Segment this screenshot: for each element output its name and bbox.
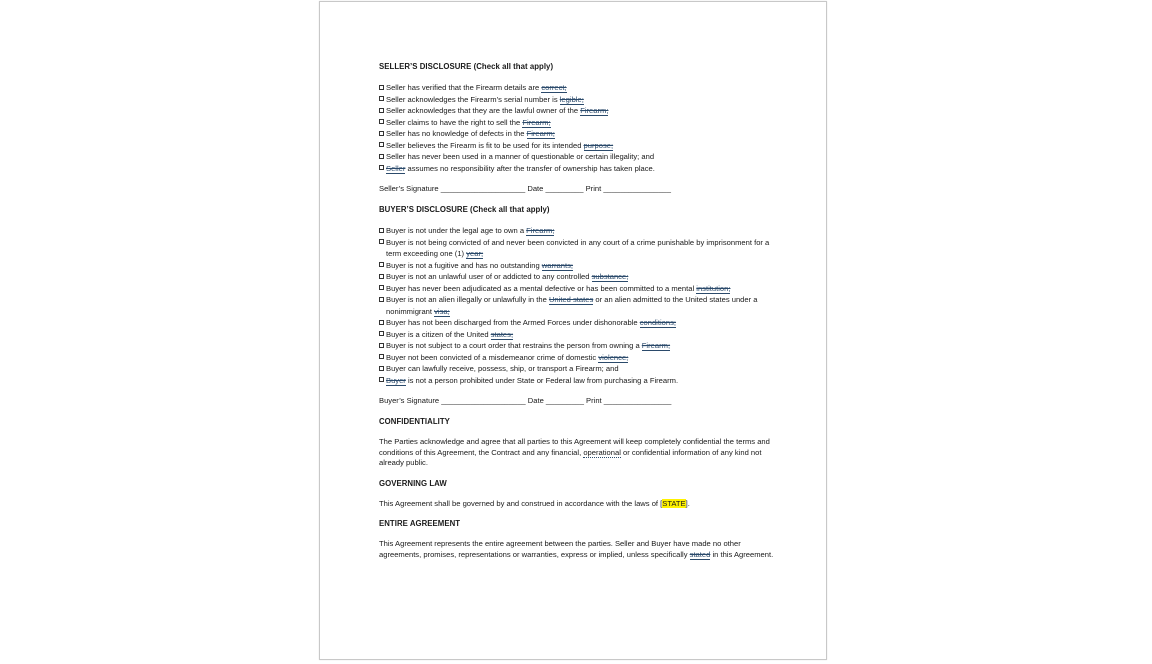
checkbox-icon[interactable] (379, 239, 384, 244)
checkbox-icon[interactable] (379, 377, 384, 382)
item-text-after: assumes no responsibility after the transfer of ownership has taken place. (405, 163, 655, 173)
spelling-flag[interactable]: operational (583, 447, 621, 457)
tracked-change[interactable]: Firearm; (522, 117, 551, 127)
tracked-change[interactable]: Firearm; (526, 129, 555, 138)
checkbox-icon[interactable] (379, 366, 384, 371)
page-content (379, 61, 774, 570)
checkbox-icon[interactable] (379, 85, 384, 90)
buyer-checkbox-item (379, 283, 774, 295)
tracked-change[interactable]: Firearm; (580, 106, 609, 115)
entire-agreement-paragraph (379, 539, 774, 560)
tracked-change[interactable]: conditions; (639, 318, 677, 327)
buyer-checkbox-item (379, 375, 774, 387)
checkbox-icon[interactable] (379, 228, 384, 233)
seller-checkbox-item (379, 105, 774, 117)
buyer-checkbox-item (379, 352, 774, 364)
checkbox-icon[interactable] (379, 108, 384, 113)
item-text: Buyer is a citizen of the United (386, 329, 491, 339)
checkbox-icon[interactable] (379, 262, 384, 267)
buyer-checkbox-item (379, 329, 774, 341)
item-text: Buyer is not being convicted of and never been convicted in any court of a crime punishable by imprisonment for a term exceeding one (1) (386, 237, 770, 258)
checkbox-icon[interactable] (379, 354, 384, 359)
tracked-change[interactable]: Firearm; (641, 341, 671, 350)
buyer-checkbox-item (379, 294, 774, 317)
tracked-change[interactable]: stated (689, 549, 711, 559)
confidentiality-paragraph (379, 437, 774, 469)
seller-checkbox-item (379, 140, 774, 152)
seller-checkbox-item (379, 94, 774, 106)
item-text: Seller acknowledges that they are the lawful owner of the (386, 106, 581, 115)
seller-checkbox-item (379, 117, 774, 129)
checkbox-icon[interactable] (379, 119, 384, 124)
buyer-checkbox-item (379, 271, 774, 283)
item-text: Buyer not been convicted of a misdemeanor crime of domestic (386, 352, 599, 362)
checkbox-icon[interactable] (379, 320, 384, 325)
checkbox-icon[interactable] (379, 96, 384, 101)
item-text: Seller has verified that the Firearm details are (386, 83, 542, 92)
buyer-checkbox-item (379, 363, 774, 375)
tracked-change[interactable]: Seller (386, 163, 406, 173)
governing-law-text-1: This Agreement shall be governed by and construed in accordance with the laws of [ (379, 498, 663, 508)
tracked-change[interactable]: legible; (559, 94, 584, 104)
entire-agreement-text-2: in this Agreement. (710, 549, 774, 559)
buyer-checkbox-item (379, 225, 774, 237)
confidentiality-text-1: The Parties acknowledge and agree that all parties to this Agreement will keep completely confidential the terms and conditions of this Agreement, the Contract and any financial, (379, 437, 770, 457)
checkbox-icon[interactable] (379, 154, 384, 159)
tracked-change[interactable]: states; (490, 329, 514, 339)
tracked-change[interactable]: substance; (591, 272, 629, 281)
tracked-change[interactable]: purpose; (583, 140, 614, 150)
item-text: Buyer is not under the legal age to own a (386, 226, 527, 235)
governing-law-heading: GOVERNING LAW (379, 478, 447, 488)
tracked-change[interactable]: United states (548, 295, 594, 304)
item-text: Seller has no knowledge of defects in the (386, 129, 527, 138)
entire-agreement-text-1: This Agreement represents the entire agreement between the parties. Seller and Buyer have made no other agreements, promises, representations or warranties, express or implied, unless specifically (379, 539, 741, 559)
tracked-change[interactable]: Firearm; (526, 226, 555, 235)
checkbox-icon[interactable] (379, 297, 384, 302)
item-text: Buyer has never been adjudicated as a mental defective or has been committed to a mental (386, 283, 697, 293)
buyer-checkbox-item (379, 340, 774, 352)
seller-checklist (379, 82, 774, 174)
tracked-change[interactable]: visa; (434, 306, 450, 316)
item-text-after: or an alien admitted to the United states under a nonimmigrant (386, 295, 758, 316)
seller-checkbox-item (379, 82, 774, 94)
checkbox-icon[interactable] (379, 285, 384, 290)
governing-law-paragraph (379, 499, 774, 510)
item-text: Buyer can lawfully receive, possess, ship, or transport a Firearm; and (386, 364, 619, 373)
checkbox-icon[interactable] (379, 165, 384, 170)
item-text-after: is not a person prohibited under State or Federal law from purchasing a Firearm. (405, 375, 679, 385)
buyer-checkbox-item (379, 260, 774, 272)
checkbox-icon[interactable] (379, 142, 384, 147)
item-text: Buyer is not a fugitive and has no outstanding (386, 260, 542, 270)
item-text: Buyer is not subject to a court order that restrains the person from owning a (386, 341, 642, 350)
tracked-change[interactable]: year; (466, 249, 484, 258)
entire-agreement-heading: ENTIRE AGREEMENT (379, 519, 461, 529)
governing-law-text-2: ]. (685, 498, 690, 508)
buyer-checklist (379, 225, 774, 386)
buyer-disclosure-heading: BUYER’S DISCLOSURE (Check all that apply) (379, 205, 550, 214)
buyer-checkbox-item (379, 317, 774, 329)
item-text: Buyer is not an alien illegally or unlawfully in the (386, 295, 549, 304)
document-page (319, 1, 827, 660)
tracked-change[interactable]: institution; (696, 283, 731, 293)
checkbox-icon[interactable] (379, 274, 384, 279)
item-text: Seller believes the Firearm is fit to be used for its intended (386, 140, 584, 150)
checkbox-icon[interactable] (379, 343, 384, 348)
checkbox-icon[interactable] (379, 331, 384, 336)
tracked-change[interactable]: violence; (598, 352, 629, 362)
confidentiality-text-2: or confidential information of any kind not already public. (379, 447, 762, 468)
item-text: Buyer has not been discharged from the Armed Forces under dishonorable (386, 318, 640, 327)
tracked-change[interactable]: warrants; (541, 260, 574, 270)
confidentiality-heading: CONFIDENTIALITY (379, 417, 450, 426)
seller-checkbox-item (379, 128, 774, 140)
tracked-change[interactable]: correct; (541, 83, 567, 92)
buyer-signature-line: Buyer’s Signature ____________________ Date _________ Print ________________ (379, 396, 672, 405)
item-text: Seller claims to have the right to sell the (386, 117, 523, 127)
item-text: Seller acknowledges the Firearm’s serial number is (386, 94, 560, 104)
item-text: Buyer is not an unlawful user of or addicted to any controlled (386, 272, 592, 281)
checkbox-icon[interactable] (379, 131, 384, 136)
state-placeholder[interactable]: STATE (662, 498, 686, 508)
tracked-change[interactable]: Buyer (386, 375, 406, 385)
item-text: Seller has never been used in a manner of questionable or certain illegality; and (386, 152, 655, 161)
buyer-checkbox-item (379, 237, 774, 260)
seller-signature-line: Seller’s Signature ____________________ Date _________ Print ________________ (379, 184, 671, 193)
seller-checkbox-item (379, 163, 774, 175)
seller-disclosure-heading: SELLER’S DISCLOSURE (Check all that apply) (379, 62, 554, 71)
seller-checkbox-item (379, 151, 774, 163)
